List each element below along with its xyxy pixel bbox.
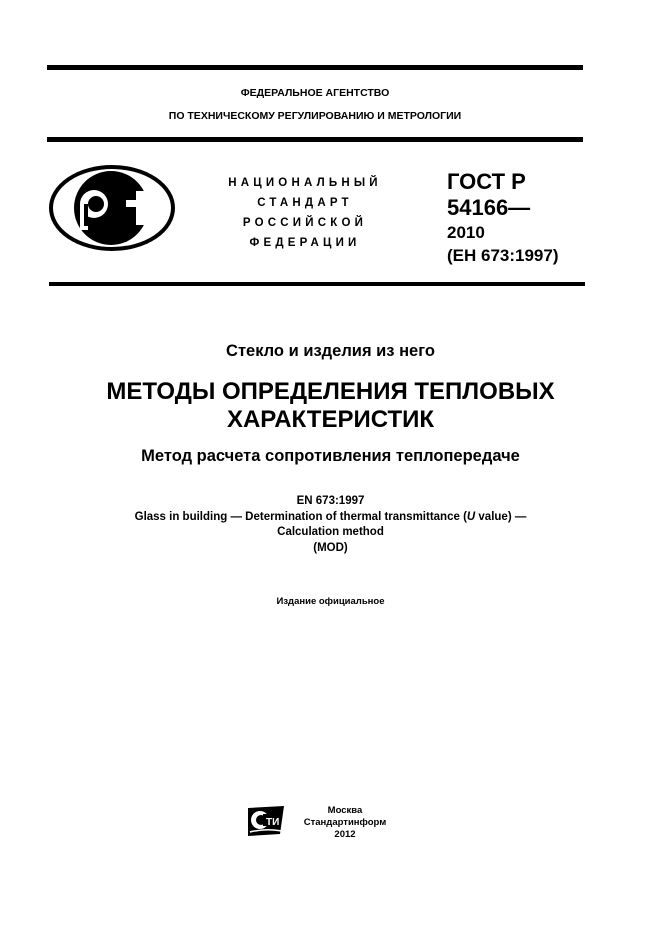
national-standard-line1: НАЦИОНАЛЬНЫЙ	[228, 177, 382, 189]
national-standard-line3: РОССИЙСКОЙ	[242, 217, 368, 229]
svg-text:ТИ: ТИ	[266, 817, 280, 828]
publisher-info	[290, 805, 400, 841]
header-rule	[47, 137, 583, 142]
standartinform-logo-icon	[246, 804, 286, 838]
standard-year: 2010	[447, 223, 485, 242]
agency-name-line1: ФЕДЕРАЛЬНОЕ АГЕНТСТВО	[240, 87, 390, 99]
national-standard-line4: ФЕДЕРАЦИИ	[249, 237, 361, 249]
method-subtitle: Метод расчета сопротивления теплопередаче	[141, 447, 520, 465]
reference-title-italic: U	[466, 510, 476, 523]
title-block-rule	[49, 282, 585, 286]
top-rule	[47, 65, 583, 70]
main-title-line1: МЕТОДЫ ОПРЕДЕЛЕНИЯ ТЕПЛОВЫХ	[106, 378, 555, 405]
standard-number-line1: ГОСТ Р	[447, 169, 526, 194]
national-standard-line2: СТАНДАРТ	[257, 197, 353, 209]
gost-r-logo-icon	[48, 163, 178, 253]
standard-number	[447, 169, 559, 267]
reference-modification: (MOD)	[313, 541, 348, 554]
main-title	[0, 378, 661, 434]
series-title: Стекло и изделия из него	[226, 342, 435, 360]
agency-name-line2: ПО ТЕХНИЧЕСКОМУ РЕГУЛИРОВАНИЮ И МЕТРОЛОГИИ	[168, 110, 462, 122]
reference-title-line1	[0, 510, 661, 526]
national-standard-label	[210, 173, 400, 253]
standard-number-line2: 54166—	[447, 195, 531, 220]
equivalent-standard: (ЕН 673:1997)	[447, 246, 559, 265]
reference-title-line2: Calculation method	[277, 526, 384, 538]
edition-label: Издание официальное	[276, 596, 385, 607]
reference-title-part1: Glass in building — Determination of thermal transmittance (	[134, 510, 467, 523]
publisher-name: Стандартинформ	[303, 817, 387, 828]
publisher-year: 2012	[334, 829, 356, 840]
publisher-city: Москва	[327, 805, 363, 816]
reference-code: EN 673:1997	[296, 495, 365, 507]
main-title-line2: ХАРАКТЕРИСТИК	[226, 406, 435, 433]
reference-title-part2: value) —	[475, 510, 527, 523]
reference-standard	[0, 494, 661, 556]
